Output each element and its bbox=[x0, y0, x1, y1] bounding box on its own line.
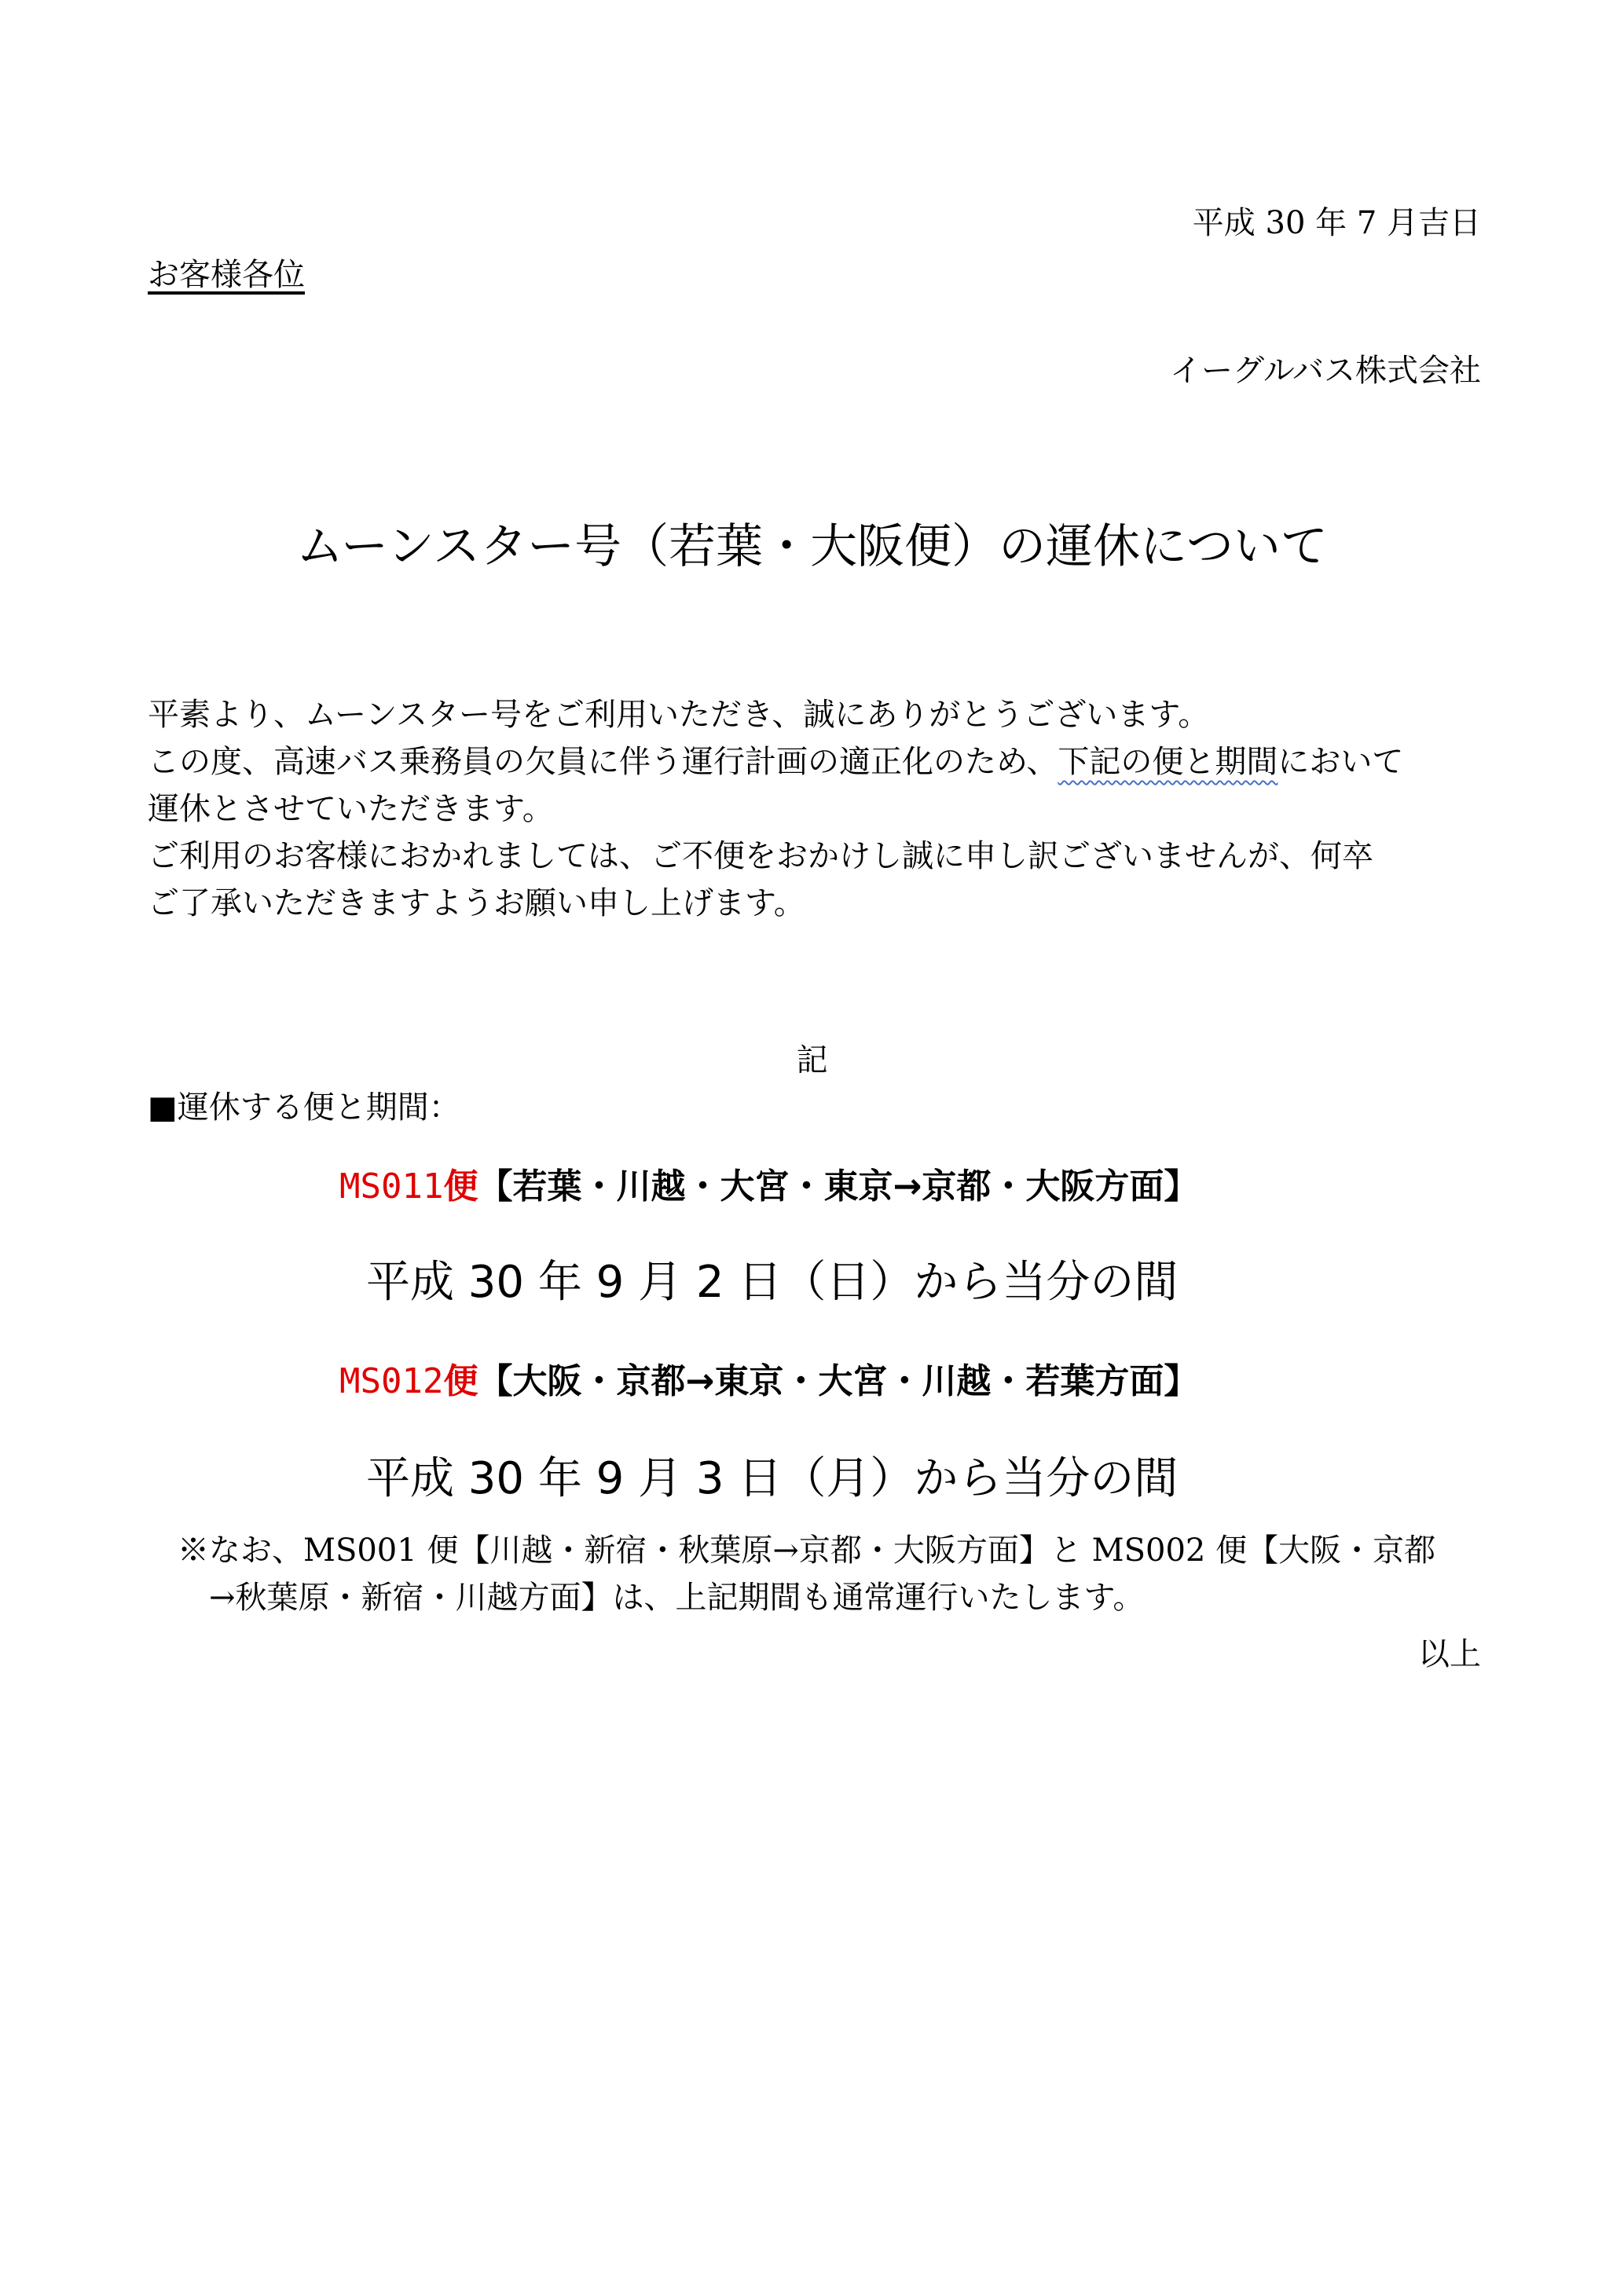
company-name: イーグルバス株式会社 bbox=[1170, 353, 1481, 389]
closing: 以上 bbox=[1418, 1636, 1481, 1672]
body-line-2-after: において bbox=[1278, 744, 1404, 780]
document-title: ムーンスター号（若葉・大阪便）の運休について bbox=[296, 519, 1328, 574]
section-label: ■運休する便と期間： bbox=[148, 1089, 460, 1126]
note-line-1: ※なお、MS001 便【川越・新宿・秋葉原→京都・大阪方面】と MS002 便【大阪・京都 bbox=[178, 1532, 1436, 1569]
document-date: 平成 30 年 7 月吉日 bbox=[1192, 205, 1481, 241]
flight-1-route: 【若葉・川越・大宮・東京→京都・大阪方面】 bbox=[478, 1166, 1199, 1207]
body-line-2 bbox=[148, 738, 1499, 785]
flight-2-code: MS012 bbox=[339, 1361, 444, 1401]
flight-2-period: 平成 30 年 9 月 3 日（月）から当分の間 bbox=[366, 1453, 1179, 1504]
ki-marker: 記 bbox=[796, 1042, 828, 1078]
flight-1-heading bbox=[339, 1158, 1198, 1208]
flight-1-suffix: 便 bbox=[443, 1166, 478, 1207]
note bbox=[178, 1527, 1435, 1621]
flight-1-period: 平成 30 年 9 月 2 日（日）から当分の間 bbox=[366, 1257, 1179, 1308]
body-line-1: 平素より、ムーンスター号をご利用いただき、誠にありがとうございます。 bbox=[148, 697, 1210, 733]
note-line-2: →秋葉原・新宿・川越方面】は、上記期間も通常運行いたします。 bbox=[209, 1580, 1145, 1616]
body-line-4: ご利用のお客様におかれましては、ご不便をおかけし誠に申し訳ございませんが、何卒 bbox=[148, 838, 1373, 874]
body-text bbox=[148, 691, 1499, 927]
flight-2-heading bbox=[339, 1353, 1198, 1403]
flight-2-route: 【大阪・京都→東京・大宮・川越・若葉方面】 bbox=[478, 1361, 1199, 1401]
addressee: お客様各位 bbox=[148, 257, 305, 293]
flight-1-code: MS011 bbox=[339, 1166, 444, 1207]
body-line-5: ご了承いただきますようお願い申し上げます。 bbox=[148, 885, 805, 921]
body-line-2-wavy: 下記の便と期間 bbox=[1058, 744, 1278, 780]
body-line-3: 運休とさせていただきます。 bbox=[148, 791, 554, 827]
flight-2-suffix: 便 bbox=[443, 1361, 478, 1401]
body-line-2-before: この度、高速バス乗務員の欠員に伴う運行計画の適正化のため、 bbox=[148, 744, 1058, 780]
